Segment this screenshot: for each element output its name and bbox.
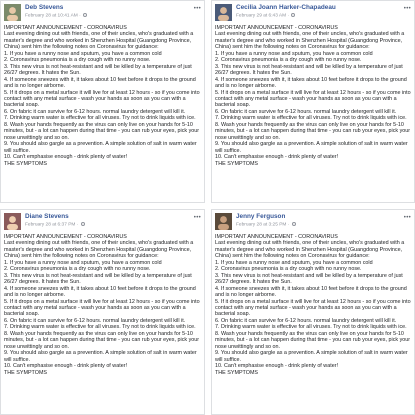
post-text-line: 9. You should also gargle as a prevention. A simple solution of salt in warm water will suffice. (4, 350, 197, 363)
avatar-photo-icon (4, 213, 21, 230)
post-timestamp[interactable]: February 28 at 3:25 PM · (236, 222, 296, 228)
post-timestamp[interactable]: February 29 at 6:43 AM · (236, 13, 295, 19)
avatar[interactable] (4, 4, 21, 21)
post-text-line: 4. If someone sneezes with it, it takes about 10 feet before it drops to the ground and is no longer airborne. (215, 76, 407, 90)
post-text-line: 1. If you have a runny nose and sputum, you have a common cold (4, 50, 162, 57)
post-text-line: 7. Drinking warm water is effective for all viruses. Try not to drink liquids with ice. (4, 115, 196, 122)
more-options-icon[interactable]: ••• (403, 6, 411, 12)
globe-icon (292, 222, 296, 226)
post-text-line: Last evening dining out with friends, one of their uncles, who's graduated with a master's degree and who worked in Shenzhen Hospital (Guangdong Province, China) sent him the following notes on Coronavirus for guidance: (215, 31, 405, 51)
post-header (215, 213, 415, 233)
avatar-photo-icon (215, 4, 232, 21)
globe-icon (81, 222, 85, 226)
post-text-line: 7. Drinking warm water is effective for all viruses. Try not to drink liquids with ice. (4, 324, 196, 331)
post-text-line: 4. If someone sneezes with it, it takes about 10 feet before it drops to the ground and is no longer airborne. (4, 76, 196, 90)
post-text-line: 5. If it drops on a metal surface it will live for at least 12 hours - so if you come into contact with any metal surface - wash your hands as soon as you can with a bacterial soap. (215, 89, 411, 109)
facebook-post (211, 0, 415, 203)
post-text-line: 7. Drinking warm water is effective for all viruses. Try not to drink liquids with ice. (215, 115, 407, 122)
post-text-line: 10. Can't emphasise enough - drink plenty of water! (4, 154, 127, 161)
post-text-line: 8. Wash your hands frequently as the virus can only live on your hands for 5-10 minutes, but - a lot can happen during that time - you can rub your eyes, pick your nose unwittingly and so on. (4, 330, 200, 350)
post-text-line: 8. Wash your hands frequently as the virus can only live on your hands for 5-10 minutes, but - a lot can happen during that time - you can rub your eyes, pick your nose unwittingly and so on. (215, 121, 411, 141)
post-text-line: 6. On fabric it can survive for 6-12 hours. normal laundry detergent will kill it. (215, 108, 397, 115)
facebook-post (0, 0, 205, 203)
post-header (4, 4, 205, 24)
post-text-line: 8. Wash your hands frequently as the virus can only live on your hands for 5-10 minutes, but - a lot can happen during that time - you can rub your eyes, pick your nose unwittingly and so on. (4, 121, 200, 141)
post-text-line: 3. This new virus is not heat-resistant and will be killed by a temperature of just 26/27 degrees. It hates the Sun. (4, 63, 192, 77)
avatar[interactable] (4, 213, 21, 230)
post-text-line: 4. If someone sneezes with it, it takes about 10 feet before it drops to the ground and is no longer airborne. (215, 285, 407, 299)
post-text-line: 1. If you have a runny nose and sputum, you have a common cold (4, 259, 162, 266)
post-text-line: 5. If it drops on a metal surface it will live for at least 12 hours - so if you come into contact with any metal surface - wash your hands as soon as you can with a bacterial soap. (4, 298, 200, 318)
post-text-line: IMPORTANT ANNOUNCEMENT - CORONAVIRUS (215, 25, 338, 31)
post-header (215, 4, 415, 24)
post-text-line: 10. Can't emphasise enough - drink plenty of water! (215, 363, 338, 370)
post-text-line: 3. This new virus is not heat-resistant and will be killed by a temperature of just 26/27 degrees. It hates the Sun. (215, 272, 403, 286)
more-options-icon[interactable]: ••• (193, 215, 201, 221)
avatar-photo-icon (4, 4, 21, 21)
author-name[interactable]: Jenny Ferguson (236, 213, 286, 220)
post-text-line: THE SYMPTOMS (4, 369, 48, 376)
post-text-line: Last evening dining out with friends, one of their uncles, who's graduated with a master's degree and who worked in Shenzhen Hospital (Guangdong Province, China) sent him the following notes on Coronavirus for guidance: (4, 31, 194, 51)
post-text-line: THE SYMPTOMS (4, 160, 48, 167)
post-text-line: 2. Coronavirus pneumonia is a dry cough with no runny nose. (215, 57, 362, 64)
post-text-line: THE SYMPTOMS (215, 369, 259, 376)
post-text-line: IMPORTANT ANNOUNCEMENT - CORONAVIRUS (4, 234, 127, 240)
post-text-line: 10. Can't emphasise enough - drink plenty of water! (215, 154, 338, 161)
post-text-line: 6. On fabric it can survive for 6-12 hours. normal laundry detergent will kill it. (215, 317, 397, 324)
post-text-line: 1. If you have a runny nose and sputum, you have a common cold (215, 259, 373, 266)
post-text-line: IMPORTANT ANNOUNCEMENT - CORONAVIRUS (215, 234, 338, 240)
author-name[interactable]: Deb Stevens (25, 4, 64, 11)
avatar[interactable] (215, 4, 232, 21)
post-text-line: 2. Coronavirus pneumonia is a dry cough with no runny nose. (4, 57, 151, 64)
post-text-line: 6. On fabric it can survive for 6-12 hours. normal laundry detergent will kill it. (4, 317, 186, 324)
globe-icon (83, 13, 87, 17)
post-text-line: 9. You should also gargle as a prevention. A simple solution of salt in warm water will suffice. (215, 350, 408, 363)
post-body (215, 234, 412, 376)
post-text-line: Last evening dining out with friends, one of their uncles, who's graduated with a master's degree and who worked in Shenzhen Hospital (Guangdong Province, China) sent him the following notes on Coronavirus for guidance: (4, 240, 194, 260)
post-text-line: 10. Can't emphasise enough - drink plenty of water! (4, 363, 127, 370)
post-header (4, 213, 205, 233)
author-name[interactable]: Cecilia Joann Harker-Chapadeau (236, 4, 336, 11)
more-options-icon[interactable]: ••• (193, 6, 201, 12)
post-timestamp[interactable]: February 28 at 6:37 PM · (25, 222, 85, 228)
post-body (4, 234, 202, 376)
post-text-line: 3. This new virus is not heat-resistant and will be killed by a temperature of just 26/27 degrees. It hates the Sun. (4, 272, 192, 286)
more-options-icon[interactable]: ••• (403, 215, 411, 221)
facebook-post (0, 209, 205, 415)
post-text-line: Last evening dining out with friends, one of their uncles, who's graduated with a master's degree and who worked in Shenzhen Hospital (Guangdong Province, China) sent him the following notes on Coronavirus for guidance: (215, 240, 405, 260)
post-body (215, 25, 412, 167)
post-text-line: 7. Drinking warm water is effective for all viruses. Try not to drink liquids with ice. (215, 324, 407, 331)
post-text-line: 3. This new virus is not heat-resistant and will be killed by a temperature of just 26/27 degrees. It hates the Sun. (215, 63, 403, 77)
post-text-line: IMPORTANT ANNOUNCEMENT - CORONAVIRUS (4, 25, 127, 31)
post-text-line: THE SYMPTOMS (215, 160, 259, 167)
post-text-line: 1. If you have a runny nose and sputum, you have a common cold (215, 50, 373, 57)
post-text-line: 9. You should also gargle as a prevention. A simple solution of salt in warm water will suffice. (4, 141, 197, 154)
post-text-line: 9. You should also gargle as a prevention. A simple solution of salt in warm water will suffice. (215, 141, 408, 154)
globe-icon (291, 13, 295, 17)
avatar[interactable] (215, 213, 232, 230)
post-text-line: 5. If it drops on a metal surface it will live for at least 12 hours - so if you come into contact with any metal surface - wash your hands as soon as you can with a bacterial soap. (215, 298, 411, 318)
author-name[interactable]: Diane Stevens (25, 213, 69, 220)
post-text-line: 5. If it drops on a metal surface it will live for at least 12 hours - so if you come into contact with any metal surface - wash your hands as soon as you can with a bacterial soap. (4, 89, 200, 109)
post-timestamp[interactable]: February 28 at 10:41 AM · (25, 13, 87, 19)
post-text-line: 8. Wash your hands frequently as the virus can only live on your hands for 5-10 minutes, but - a lot can happen during that time - you can rub your eyes, pick your nose unwittingly and so on. (215, 330, 411, 350)
post-text-line: 4. If someone sneezes with it, it takes about 10 feet before it drops to the ground and is no longer airborne. (4, 285, 196, 299)
post-text-line: 6. On fabric it can survive for 6-12 hours. normal laundry detergent will kill it. (4, 108, 186, 115)
facebook-post (211, 209, 415, 415)
post-text-line: 2. Coronavirus pneumonia is a dry cough with no runny nose. (4, 266, 151, 273)
avatar-photo-icon (215, 213, 232, 230)
post-body (4, 25, 202, 167)
post-text-line: 2. Coronavirus pneumonia is a dry cough with no runny nose. (215, 266, 362, 273)
